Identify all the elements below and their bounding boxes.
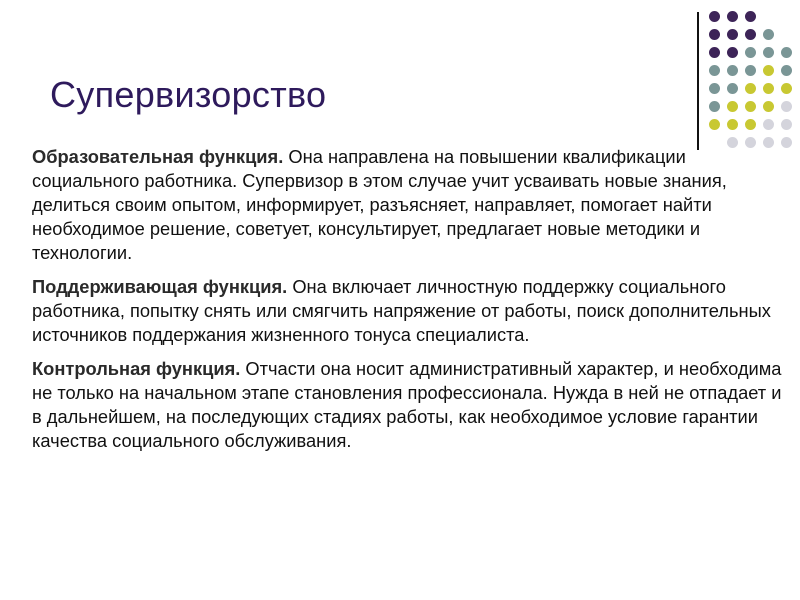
decorative-dot bbox=[727, 119, 738, 130]
slide-title: Супервизорство bbox=[50, 74, 327, 115]
decorative-dot bbox=[727, 101, 738, 112]
paragraph-control bbox=[32, 357, 788, 453]
decorative-dot bbox=[763, 11, 774, 22]
decorative-dot bbox=[763, 65, 774, 76]
decorative-dot bbox=[781, 47, 792, 58]
decorative-dot bbox=[745, 47, 756, 58]
decorative-dot bbox=[763, 83, 774, 94]
decorative-dot bbox=[763, 101, 774, 112]
decorative-dot bbox=[709, 11, 720, 22]
decorative-dot bbox=[781, 119, 792, 130]
decorative-dot bbox=[709, 83, 720, 94]
slide-body bbox=[32, 145, 788, 463]
decorative-dot bbox=[727, 47, 738, 58]
decorative-dot bbox=[709, 101, 720, 112]
decorative-dot bbox=[745, 65, 756, 76]
decorative-dot bbox=[727, 83, 738, 94]
decorative-dot bbox=[709, 119, 720, 130]
decorative-vertical-line bbox=[697, 12, 699, 150]
decorative-dot bbox=[727, 65, 738, 76]
decorative-dot bbox=[781, 29, 792, 40]
paragraph-lead: Образовательная функция. bbox=[32, 146, 284, 167]
decorative-dot bbox=[745, 29, 756, 40]
decorative-dot bbox=[745, 101, 756, 112]
decorative-dot bbox=[709, 47, 720, 58]
paragraph-support bbox=[32, 275, 788, 347]
decorative-dot bbox=[709, 65, 720, 76]
decorative-dot bbox=[727, 29, 738, 40]
paragraph-lead: Контрольная функция. bbox=[32, 358, 241, 379]
paragraph-education bbox=[32, 145, 788, 265]
decorative-dot bbox=[763, 119, 774, 130]
paragraph-text: Отчасти она носит административный характер, и необходима не только на начальном этапе становления профессионала. Нужда в ней не отпадает и в дальнейшем, на последующих стадиях работы, как необходимое условие гарантии качества социального обслуживания. bbox=[32, 358, 782, 451]
decorative-dot bbox=[781, 101, 792, 112]
paragraph-text: Она включает личностную поддержку социального работника, попытку снять или смягчить напряжение от работы, поиск дополнительных источников поддержания жизненного тонуса специалиста. bbox=[32, 276, 771, 345]
decorative-dot bbox=[781, 65, 792, 76]
decorative-dot-grid bbox=[709, 11, 793, 149]
decorative-dot bbox=[745, 119, 756, 130]
decorative-dot bbox=[781, 11, 792, 22]
decorative-dot bbox=[745, 11, 756, 22]
decorative-dot bbox=[727, 11, 738, 22]
decorative-dot bbox=[745, 83, 756, 94]
paragraph-lead: Поддерживающая функция. bbox=[32, 276, 288, 297]
decorative-dot bbox=[781, 83, 792, 94]
decorative-dot bbox=[763, 29, 774, 40]
decorative-dot bbox=[709, 29, 720, 40]
decorative-dot bbox=[763, 47, 774, 58]
paragraph-text: Она направлена на повышении квалификации социального работника. Супервизор в этом случае учит усваивать новые знания, делиться своим опытом, информирует, разъясняет, направляет, помогает найти необходимое решение, советует, консультирует, предлагает новые методики и технологии. bbox=[32, 146, 727, 263]
